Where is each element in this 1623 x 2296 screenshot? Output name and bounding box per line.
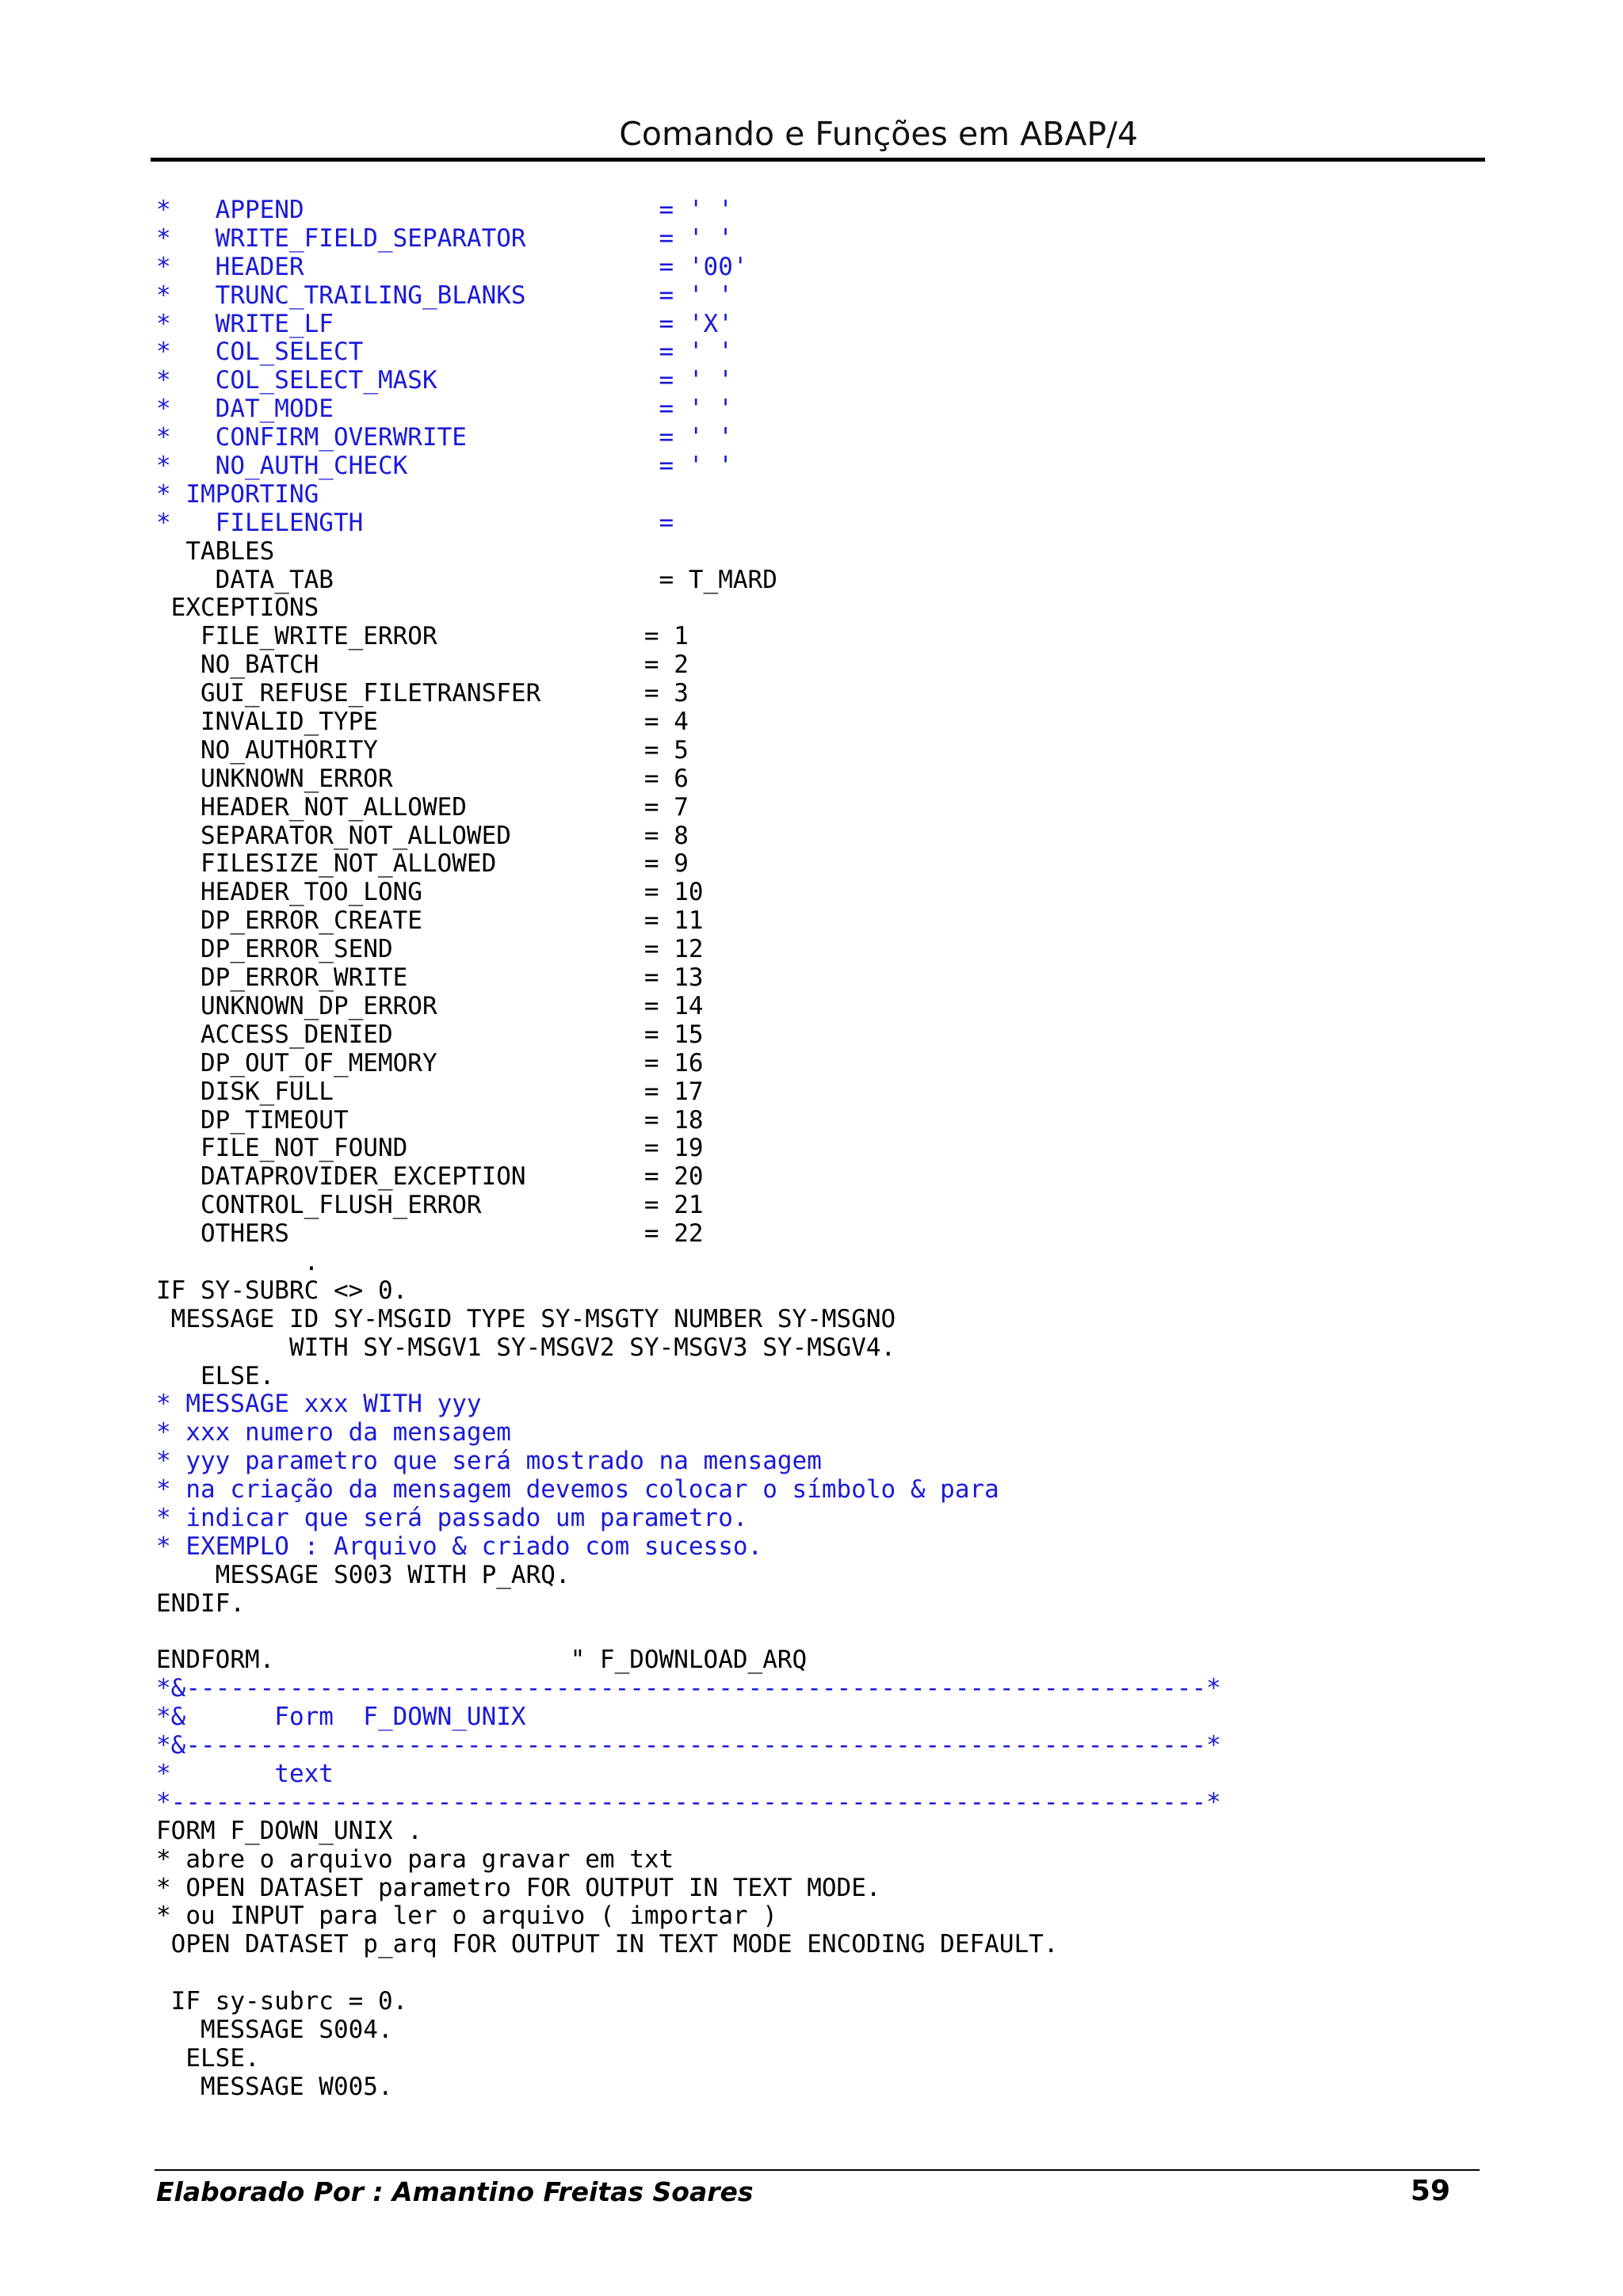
code-line: SEPARATOR_NOT_ALLOWED = 8	[156, 821, 689, 850]
code-line: DP_OUT_OF_MEMORY = 16	[156, 1048, 704, 1077]
code-line: HEADER_TOO_LONG = 10	[156, 878, 704, 907]
code-line: OTHERS = 22	[156, 1219, 704, 1249]
code-line: DATAPROVIDER_EXCEPTION = 20	[156, 1162, 704, 1192]
code-line: ACCESS_DENIED = 15	[156, 1020, 704, 1049]
header-divider	[151, 158, 1485, 162]
code-comment-line: * WRITE_FIELD_SEPARATOR = ' '	[156, 223, 733, 253]
code-line: GUI_REFUSE_FILETRANSFER = 3	[156, 679, 689, 708]
code-comment-line: *----------------------------------------------------------------------*	[156, 1787, 1221, 1817]
code-line: DP_TIMEOUT = 18	[156, 1105, 704, 1135]
code-comment-line: *&---------------------------------------------------------------------*	[156, 1731, 1221, 1760]
code-line: * ou INPUT para ler o arquivo ( importar )	[156, 1901, 777, 1931]
code-line: IF sy-subrc = 0.	[156, 1987, 408, 2016]
code-comment-line: * xxx numero da mensagem	[156, 1418, 511, 1447]
code-line: OPEN DATASET p_arq FOR OUTPUT IN TEXT MODE ENCODING DEFAULT.	[156, 1930, 1059, 1959]
code-line: NO_AUTHORITY = 5	[156, 735, 689, 765]
footer-author: Elaborado Por : Amantino Freitas Soares	[156, 2176, 754, 2207]
code-comment-line: * indicar que será passado um parametro.	[156, 1503, 748, 1532]
code-line: DISK_FULL = 17	[156, 1077, 704, 1106]
code-line: IF SY-SUBRC <> 0.	[156, 1276, 408, 1305]
code-comment-line: * NO_AUTH_CHECK = ' '	[156, 452, 733, 481]
code-line: DP_ERROR_CREATE = 11	[156, 906, 704, 936]
code-comment-line: * COL_SELECT = ' '	[156, 338, 733, 367]
code-line	[156, 1959, 1221, 1988]
code-comment-line: * COL_SELECT_MASK = ' '	[156, 366, 733, 395]
code-comment-line: * HEADER = '00'	[156, 252, 748, 281]
code-line	[156, 1619, 1221, 1647]
code-line: HEADER_NOT_ALLOWED = 7	[156, 792, 689, 822]
code-line: ELSE.	[156, 2043, 260, 2073]
code-line: DATA_TAB = T_MARD	[156, 565, 777, 594]
code-comment-line: * DAT_MODE = ' '	[156, 395, 733, 424]
code-line: MESSAGE S003 WITH P_ARQ.	[156, 1560, 571, 1589]
code-line: WITH SY-MSGV1 SY-MSGV2 SY-MSGV3 SY-MSGV4.	[156, 1333, 896, 1362]
code-line: MESSAGE ID SY-MSGID TYPE SY-MSGTY NUMBER SY-MSGNO	[156, 1304, 896, 1333]
code-line: CONTROL_FLUSH_ERROR = 21	[156, 1191, 704, 1220]
code-comment-line: * yyy parametro que será mostrado na mensagem	[156, 1447, 822, 1476]
code-comment-line: *& Form F_DOWN_UNIX	[156, 1703, 526, 1732]
code-comment-line: * APPEND = ' '	[156, 196, 733, 224]
code-line: DP_ERROR_WRITE = 13	[156, 963, 704, 993]
code-line: NO_BATCH = 2	[156, 650, 689, 680]
code-line: UNKNOWN_ERROR = 6	[156, 764, 689, 793]
code-line: FORM F_DOWN_UNIX .	[156, 1816, 422, 1845]
code-line: FILE_WRITE_ERROR = 1	[156, 622, 689, 651]
code-comment-line: * IMPORTING	[156, 479, 319, 509]
page-number: 59	[1410, 2175, 1450, 2207]
page-header-title: Comando e Funções em ABAP/4	[619, 115, 1138, 153]
code-line: TABLES	[156, 536, 275, 566]
code-comment-line: *&---------------------------------------------------------------------*	[156, 1674, 1221, 1703]
code-line: ENDFORM. " F_DOWNLOAD_ARQ	[156, 1646, 808, 1675]
code-line: DP_ERROR_SEND = 12	[156, 935, 704, 964]
code-line: FILESIZE_NOT_ALLOWED = 9	[156, 849, 689, 879]
code-line: ENDIF.	[156, 1589, 245, 1618]
code-comment-line: * FILELENGTH =	[156, 508, 674, 537]
code-comment-line: * na criação da mensagem devemos colocar o símbolo & para	[156, 1475, 999, 1505]
code-line: INVALID_TYPE = 4	[156, 707, 689, 737]
code-line: MESSAGE S004.	[156, 2016, 393, 2044]
code-line: UNKNOWN_DP_ERROR = 14	[156, 991, 704, 1020]
code-line: .	[156, 1247, 319, 1276]
code-comment-line: * TRUNC_TRAILING_BLANKS = ' '	[156, 280, 733, 310]
code-line: FILE_NOT_FOUND = 19	[156, 1134, 704, 1163]
code-line: * OPEN DATASET parametro FOR OUTPUT IN TEXT MODE.	[156, 1873, 881, 1902]
code-line: MESSAGE W005.	[156, 2072, 393, 2101]
code-listing	[156, 196, 1221, 2102]
code-line: ELSE.	[156, 1361, 275, 1390]
code-comment-line: * CONFIRM_OVERWRITE = ' '	[156, 423, 733, 452]
code-comment-line: * text	[156, 1759, 334, 1788]
code-comment-line: * MESSAGE xxx WITH yyy	[156, 1390, 482, 1419]
footer-divider	[155, 2169, 1480, 2171]
code-comment-line: * EXEMPLO : Arquivo & criado com sucesso.	[156, 1531, 763, 1561]
code-comment-line: * WRITE_LF = 'X'	[156, 309, 733, 338]
code-line: EXCEPTIONS	[156, 593, 319, 623]
code-line: * abre o arquivo para gravar em txt	[156, 1844, 674, 1874]
